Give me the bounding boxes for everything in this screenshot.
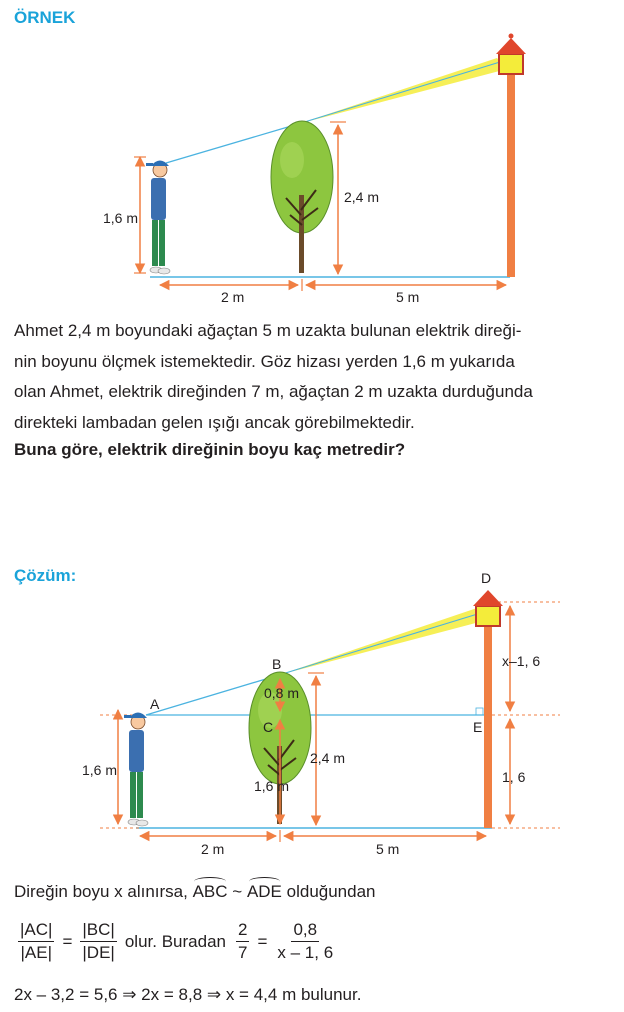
triangle-ade: ADE (246, 882, 282, 901)
example-figure (0, 0, 624, 312)
tree-height-label: 2,4 m (310, 750, 346, 766)
dist-tree-pole-label: 5 m (376, 841, 400, 857)
point-D: D (481, 570, 492, 586)
person-ahmet (146, 161, 170, 275)
example-heading: ÖRNEK (14, 8, 76, 27)
solution-figure (0, 560, 624, 860)
problem-line: direkteki lambadan gelen ışığı ancak görebilmektedir. (14, 412, 415, 432)
person-height-label: 1,6 m (103, 210, 139, 226)
solution-heading: Çözüm: (14, 566, 77, 585)
point-A: A (150, 696, 160, 712)
lamp-post (473, 590, 503, 828)
pole-upper-label: x–1, 6 (502, 653, 541, 669)
tree (271, 121, 333, 273)
solution-line-2 (14, 920, 339, 963)
fraction-bc-de: $\frac{|BC|}{|DE|}$ (82, 920, 115, 962)
tree-lower-label: 1,6 m (254, 778, 290, 794)
solution-text: olduğundan (281, 882, 376, 901)
equals-sign: = (62, 931, 73, 951)
solution-text: olur. Buradan (124, 931, 226, 951)
problem-line: Ahmet 2,4 m boyundaki ağaçtan 5 m uzakta bulunan elektrik direği- (14, 321, 522, 340)
pole-lower-label: 1, 6 (502, 769, 526, 785)
dist-tree-pole-label: 5 m (396, 289, 420, 305)
point-B: B (272, 656, 282, 672)
similar-symbol: ~ (227, 882, 247, 901)
question-text: Buna göre, elektrik direğinin boyu kaç metredir? (14, 440, 406, 459)
solution-text: Direğin boyu x alınırsa, (14, 882, 193, 901)
sight-line-extension (298, 62, 500, 124)
person-ahmet (124, 713, 148, 827)
fraction-2-7: $\frac{2}{7}$ (237, 920, 248, 962)
lamp-post (496, 34, 526, 278)
sight-line-BD (279, 612, 484, 675)
problem-line: olan Ahmet, elektrik direğinden 7 m, ağaçtan 2 m uzakta durduğunda (14, 382, 533, 401)
person-height-label: 1,6 m (82, 762, 118, 778)
fraction-ac-ae: $\frac{|AC|}{|AE|}$ (20, 920, 53, 962)
equals-sign: = (257, 931, 268, 951)
point-C: C (263, 719, 274, 735)
bc-label: 0,8 m (264, 685, 300, 701)
fraction-08-x: $\frac{0,8}{x - 1, 6}$ (277, 920, 334, 962)
solution-line-1 (14, 882, 376, 902)
triangle-abc: ABC (192, 882, 228, 901)
solution-line-3: 2x – 3,2 = 5,6 ⇒ 2x = 8,8 ⇒ x = 4,4 m bulunur. (14, 985, 362, 1004)
problem-line: nin boyunu ölçmek istemektedir. Göz hizası yerden 1,6 m yukarıda (14, 351, 515, 371)
dist-person-tree-label: 2 m (201, 841, 225, 857)
tree-height-label: 2,4 m (344, 189, 380, 205)
problem-text (14, 316, 614, 438)
dist-person-tree-label: 2 m (221, 289, 245, 305)
point-E: E (473, 719, 483, 735)
